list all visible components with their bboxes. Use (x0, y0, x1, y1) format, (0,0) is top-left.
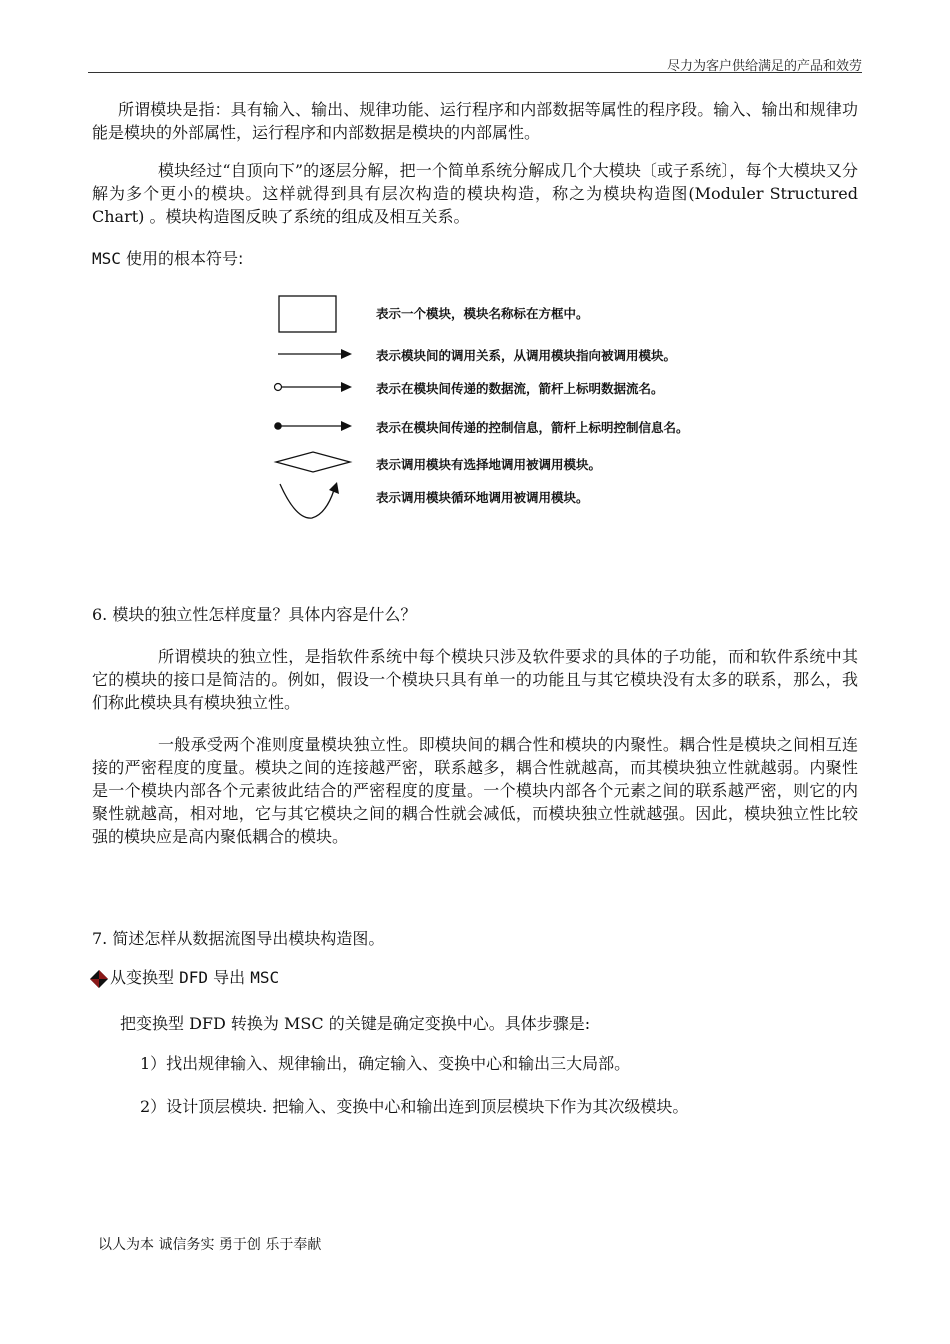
question-6-title: 6. 模块的独立性怎样度量？具体内容是什么？ (92, 605, 417, 624)
msc-heading-text: 使用的根本符号: (126, 249, 244, 268)
subheading-part-2: DFD (179, 968, 209, 987)
legend-label-loop-call: 表示调用模块循环地调用被调用模块。 (376, 490, 589, 505)
question-7-paragraph: 把变换型 DFD 转换为 MSC 的关键是确定变换中心。具体步骤是: (120, 1014, 591, 1033)
legend-label-selective-call: 表示调用模块有选择地调用被调用模块。 (376, 457, 602, 472)
module-box-symbol (279, 296, 336, 332)
msc-symbols-heading (92, 247, 858, 270)
msc-symbol-legend (262, 290, 372, 530)
question-6-paragraph-1: 所谓模块的独立性，是指软件系统中每个模块只涉及软件要求的具体的子功能，而和软件系统中其它的模块的接口是简洁的。例如，假设一个模块只具有单一的功能且与其它模块没有太多的联系，那么，我们称此模块具有模块独立性。 (92, 647, 858, 712)
diamond-bullet-icon (90, 970, 108, 988)
subheading-part-1: 从变换型 (110, 968, 175, 987)
question-7-subheading (90, 966, 856, 989)
selective-call-diamond-symbol (276, 452, 350, 472)
subheading-part-3: 导出 (213, 968, 246, 987)
page-header-tagline: 尽力为客户供给满足的产品和效劳 (666, 59, 862, 74)
intro-paragraph-1: 所谓模块是指：具有输入、输出、规律功能、运行程序和内部数据等属性的程序段。输入、输出和规律功能是模块的外部属性，运行程序和内部数据是模块的内部属性。 (92, 100, 858, 142)
question-7-step-2: 2）设计顶层模块. 把输入、变换中心和输出连到顶层模块下作为其次级模块。 (140, 1097, 689, 1116)
legend-label-module: 表示一个模块，模块名称标在方框中。 (376, 306, 589, 321)
header-rule (88, 72, 862, 73)
question-6-paragraph-2: 一般承受两个准则度量模块独立性。即模块间的耦合性和模块的内聚性。耦合性是模块之间相互连接的严密程度的度量。模块之间的连接越严密，联系越多，耦合性就越高，而其模块独立性就越弱。内聚性是一个模块内部各个元素彼此结合的严密程度的度量。一个模块内部各个元素之间的联系越严密，则它的内聚性就越高，相对地，它与其它模块之间的耦合性就会减低，而模块独立性就越强。因此，模块独立性比较强的模块应是高内聚低耦合的模块。 (92, 735, 858, 846)
legend-label-data-flow: 表示在模块间传递的数据流，箭杆上标明数据流名。 (376, 381, 664, 396)
legend-label-control-flow: 表示在模块间传递的控制信息，箭杆上标明控制信息名。 (376, 420, 689, 435)
intro-paragraph-2: 模块经过“自顶向下”的逐层分解，把一个简单系统分解成几个大模块〔或子系统〕，每个大模块又分解为多个更小的模块。这样就得到具有层次构造的模块构造，称之为模块构造图(Moduler Structured Chart) 。模块构造图反映了系统的组成及相互关系。 (92, 161, 858, 226)
call-arrow-symbol (278, 349, 352, 359)
footer-motto: 以人为本 诚信务实 勇于创 乐于奉献 (98, 1237, 322, 1253)
question-7-step-1: 1）找出规律输入、规律输出，确定输入、变换中心和输出三大局部。 (140, 1054, 631, 1073)
data-flow-arrow-symbol (275, 382, 353, 392)
msc-heading-prefix: MSC (92, 249, 121, 268)
question-7-title: 7. 简述怎样从数据流图导出模块构造图。 (92, 929, 385, 948)
loop-call-arc-symbol (280, 482, 339, 518)
control-flow-arrow-symbol (274, 421, 352, 431)
legend-label-call: 表示模块间的调用关系，从调用模块指向被调用模块。 (376, 348, 677, 363)
subheading-part-4: MSC (250, 968, 280, 987)
